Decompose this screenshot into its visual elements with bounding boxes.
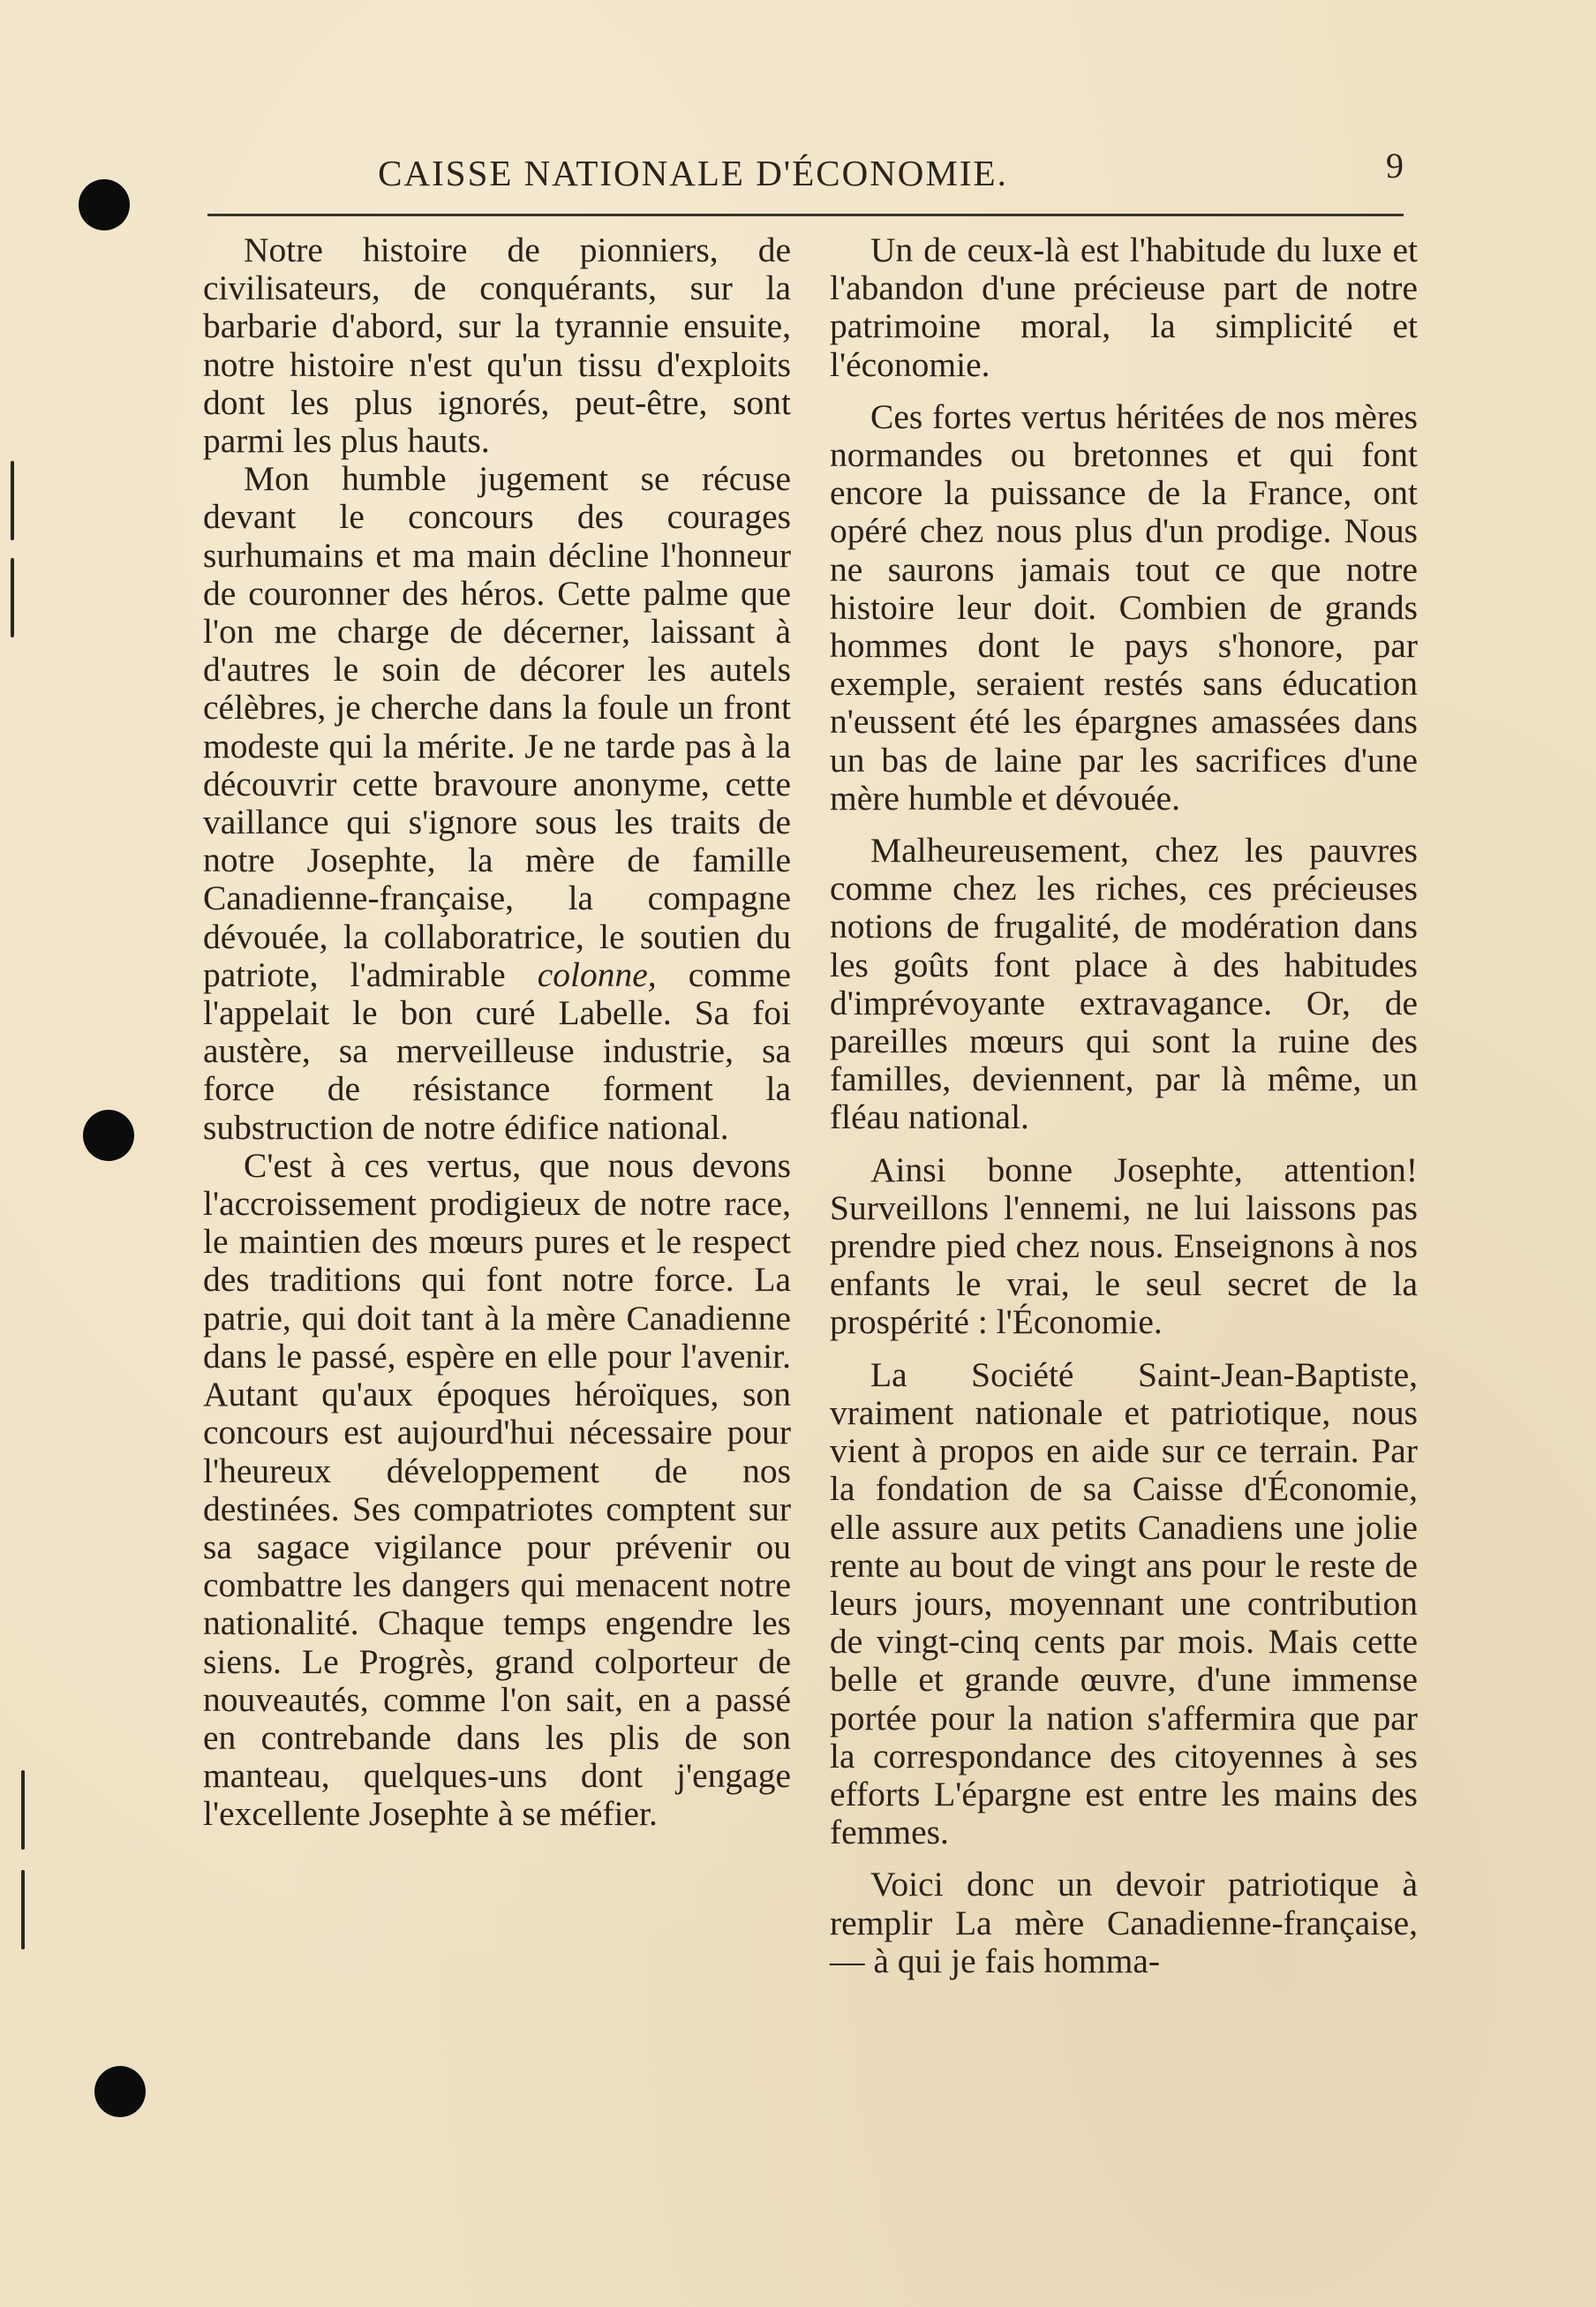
page-number: 9 <box>1386 146 1404 185</box>
paragraph: Ainsi bonne Josephte, attention! Surveillons l'ennemi, ne lui laissons pas prendre pied chez nous. Enseignons à nos enfants le vrai, le seul secret de la prospérité : l'Économie. <box>830 1150 1418 1342</box>
header-title: CAISSE NATIONALE D'ÉCONOMIE. <box>378 153 1008 193</box>
header-rule <box>207 214 1404 216</box>
paragraph: La Société Saint-Jean-Baptiste, vraiment nationale et patriotique, nous vient à propos en aide sur ce terrain. Par la fondation de sa Caisse d'Économie, elle assure aux petits Canadiens une jolie rente au bout de vingt ans pour le reste de leurs jours, moyennant une contribution de vingt-cinq cents par mois. Mais cette belle et grande œuvre, d'une immense portée pour la nation s'affermira que par la correspondance des citoyennes à ses efforts L'épargne est entre les mains des femmes. <box>830 1354 1418 1852</box>
paragraph <box>203 460 791 1147</box>
binder-hole-bottom <box>94 2066 146 2117</box>
italic-word: colonne, <box>537 954 657 994</box>
margin-mark <box>21 1870 25 1949</box>
margin-mark <box>21 1770 25 1850</box>
paragraph: C'est à ces vertus, que nous devons l'accroissement prodigieux de notre race, le maintien des mœurs pures et le respect des traditions qui font notre force. La patrie, qui doit tant à la mère Canadienne dans le passé, espère en elle pour l'avenir. Autant qu'aux époques héroïques, son concours est aujourd'hui nécessaire pour l'heureux développement de nos destinées. Ses compatriotes comptent sur sa sagace vigilance pour prévenir ou combattre les dangers qui menacent notre nationalité. Chaque temps engendre les siens. Le Progrès, grand colporteur de nouveautés, comme l'on sait, en a passé en contrebande dans les plis de son manteau, quelques-uns dont j'engage l'excellente Josephte à se méfier. <box>203 1145 791 1834</box>
binder-hole-middle <box>83 1110 134 1161</box>
paragraph: Ces fortes vertus héritées de nos mères normandes ou bretonnes et qui font encore la puissance de la France, ont opéré chez nous plus d'un prodige. Nous ne saurons jamais tout ce que notre histoire leur doit. Combien de grands hommes dont le pays s'honore, par exemple, seraient restés sans éducation n'eussent été les épargnes amassées dans un bas de laine par les sacrifices d'une mère humble et dévouée. <box>830 396 1418 818</box>
margin-mark <box>11 558 14 637</box>
paragraph: Voici donc un devoir patriotique à remplir La mère Canadienne-française, — à qui je fais homma- <box>830 1865 1418 1980</box>
paragraph: Un de ceux-là est l'habitude du luxe et l'abandon d'une précieuse part de notre patrimoine moral, la simplicité et l'économie. <box>830 230 1418 384</box>
running-header <box>207 139 1404 196</box>
right-column <box>830 231 1418 1994</box>
binder-hole-top <box>79 179 130 230</box>
left-column <box>203 231 791 1834</box>
paragraph-text: Mon humble jugement se récuse devant le concours des courages surhumains et ma main décline l'honneur de couronner des héros. Cette palme que l'on me charge de décerner, laissant à d'autres le soin de décorer les autels célèbres, je cherche dans la foule un front modeste qui la mérite. Je ne tarde pas à la découvrir cette bravoure anonyme, cette vaillance qui s'ignore sous les traits de notre Josephte, la mère de famille Canadienne-française, la compagne dévouée, la collaboratrice, le soutien du patriote, l'admirable <box>203 459 791 994</box>
margin-mark <box>11 461 14 540</box>
paragraph-text: comme l'appelait le bon curé Labelle. Sa foi austère, sa merveilleuse industrie, sa force de résistance forment la substruction de notre édifice national. <box>203 954 791 1147</box>
paragraph: Notre histoire de pionniers, de civilisateurs, de conquérants, sur la barbarie d'abord, sur la tyrannie ensuite, notre histoire n'est qu'un tissu d'exploits dont les plus ignorés, peut-être, sont parmi les plus hauts. <box>203 230 791 461</box>
paragraph: Malheureusement, chez les pauvres comme chez les riches, ces précieuses notions de frugalité, de modération dans les goûts font place à des habitudes d'imprévoyante extravagance. Or, de pareilles mœurs qui sont la ruine des familles, deviennent, par là même, un fléau national. <box>830 831 1418 1137</box>
